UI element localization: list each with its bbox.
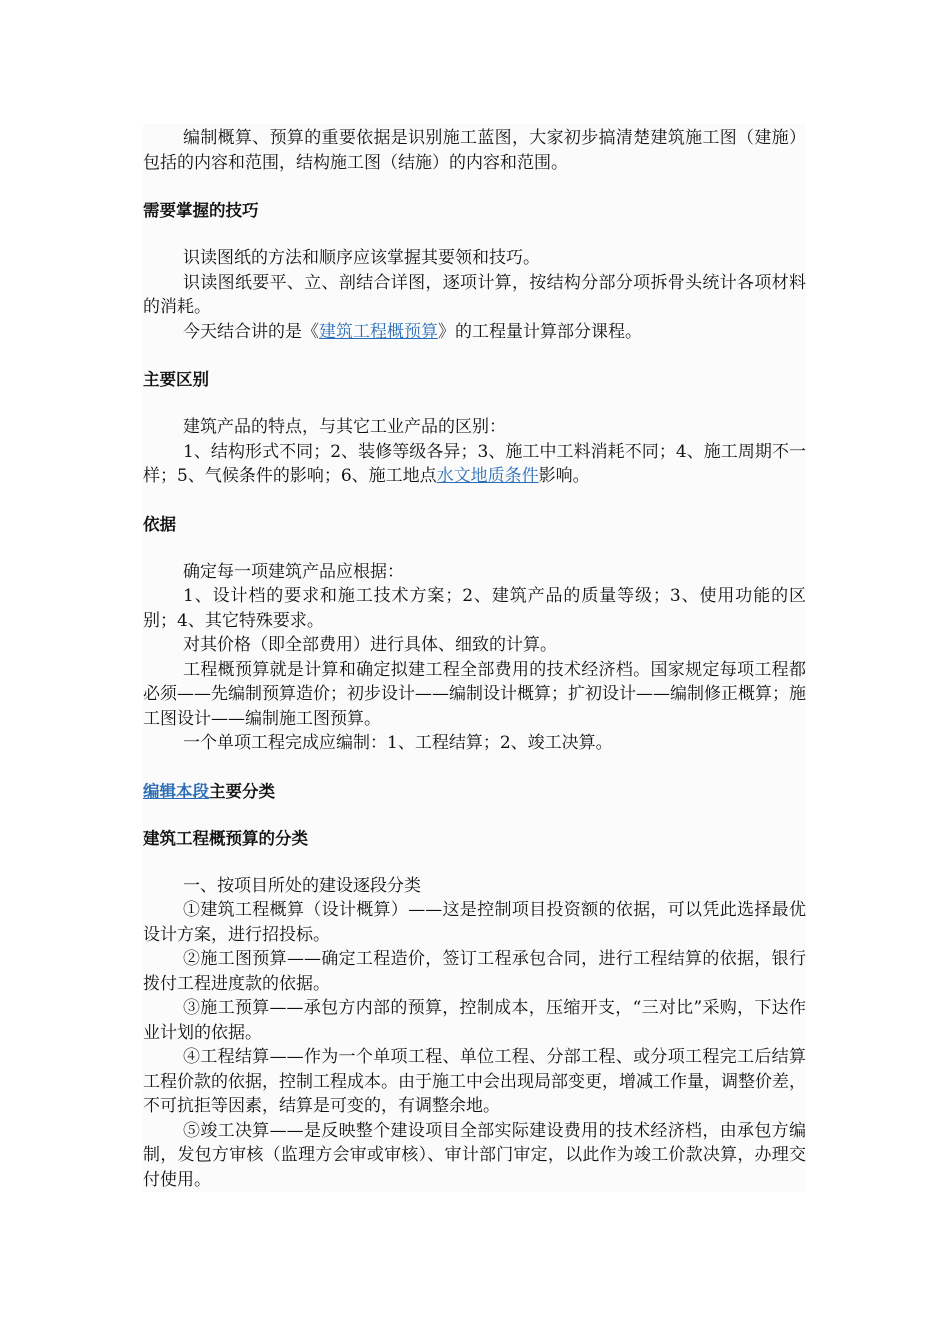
article-body <box>143 124 806 1192</box>
difference-p2-after: 影响。 <box>538 466 590 486</box>
difference-paragraph-1: 建筑产品的特点，与其它工业产品的区别： <box>183 417 506 437</box>
basis-paragraph-3: 对其价格（即全部费用）进行具体、细致的计算。 <box>183 635 557 655</box>
section-heading-skills: 需要掌握的技巧 <box>143 201 259 220</box>
section-heading-difference: 主要区别 <box>143 370 209 389</box>
classification-paragraph-2: ①建筑工程概算（设计概算）——这是控制项目投资额的依据，可以凭此选择最优设计方案，进行招投标。 <box>143 900 806 945</box>
basis-paragraph-1: 确定每一项建筑产品应根据： <box>183 561 404 582</box>
classification-paragraph-3: ②施工图预算——确定工程造价，签订工程承包合同，进行工程结算的依据，银行拨付工程进度款的依据。 <box>143 949 806 994</box>
link-hydrogeology[interactable]: 水文地质条件 <box>436 466 539 486</box>
difference-p2-before: 1、结构形式不同；2、装修等级各异；3、施工中工料消耗不同；4、施工周期不一样；5、气候条件的影响；6、施工地点 <box>143 441 806 486</box>
skills-p3-before: 今天结合讲的是《 <box>183 321 319 342</box>
link-construction-budget[interactable]: 建筑工程概预算 <box>319 321 438 342</box>
skills-paragraph-2: 识读图纸要平、立、剖结合详图，逐项计算，按结构分部分项拆骨头统计各项材料的消耗。 <box>143 272 806 317</box>
basis-paragraph-5: 一个单项工程完成应编制：1、工程结算；2、竣工决算。 <box>183 733 613 753</box>
classification-paragraph-1: 一、按项目所处的建设逐段分类 <box>183 875 421 896</box>
classification-paragraph-4: ③施工预算——承包方内部的预算，控制成本，压缩开支，“三对比”采购，下达作业计划的依据。 <box>143 998 806 1043</box>
intro-paragraph: 编制概算、预算的重要依据是识别施工蓝图，大家初步搞清楚建筑施工图（建施）包括的内容和范围，结构施工图（结施）的内容和范围。 <box>143 128 806 173</box>
classification-paragraph-6: ⑤竣工决算——是反映整个建设项目全部实际建设费用的技术经济档，由承包方编制，发包方审核（监理方会审或审核）、审计部门审定，以此作为竣工价款决算，办理交付使用。 <box>143 1120 806 1190</box>
section-heading-basis: 依据 <box>143 514 176 534</box>
edit-section-link[interactable]: 编辑本段 <box>143 781 209 801</box>
skills-paragraph-3 <box>143 320 806 345</box>
subheading-budget-classification: 建筑工程概预算的分类 <box>143 828 308 848</box>
classification-paragraph-5: ④工程结算——作为一个单项工程、单位工程、分部工程、或分项工程完工后结算工程价款的依据，控制工程成本。由于施工中会出现局部变更，增减工作量，调整价差，不可抗拒等因素，结算是可变的，有调整余地。 <box>143 1047 806 1116</box>
skills-paragraph-1: 识读图纸的方法和顺序应该掌握其要领和技巧。 <box>183 248 540 268</box>
basis-paragraph-2: 1、设计档的要求和施工技术方案；2、建筑产品的质量等级；3、使用功能的区别；4、其它特殊要求。 <box>143 586 806 631</box>
section-heading-classification <box>143 780 806 804</box>
difference-paragraph-2 <box>143 440 806 489</box>
classification-heading-text: 主要分类 <box>209 781 275 801</box>
skills-p3-after: 》的工程量计算部分课程。 <box>438 321 642 342</box>
basis-paragraph-4: 工程概预算就是计算和确定拟建工程全部费用的技术经济档。国家规定每项工程都必须——先编制预算造价；初步设计——编制设计概算；扩初设计——编制修正概算；施工图设计——编制施工图预算。 <box>143 659 806 729</box>
